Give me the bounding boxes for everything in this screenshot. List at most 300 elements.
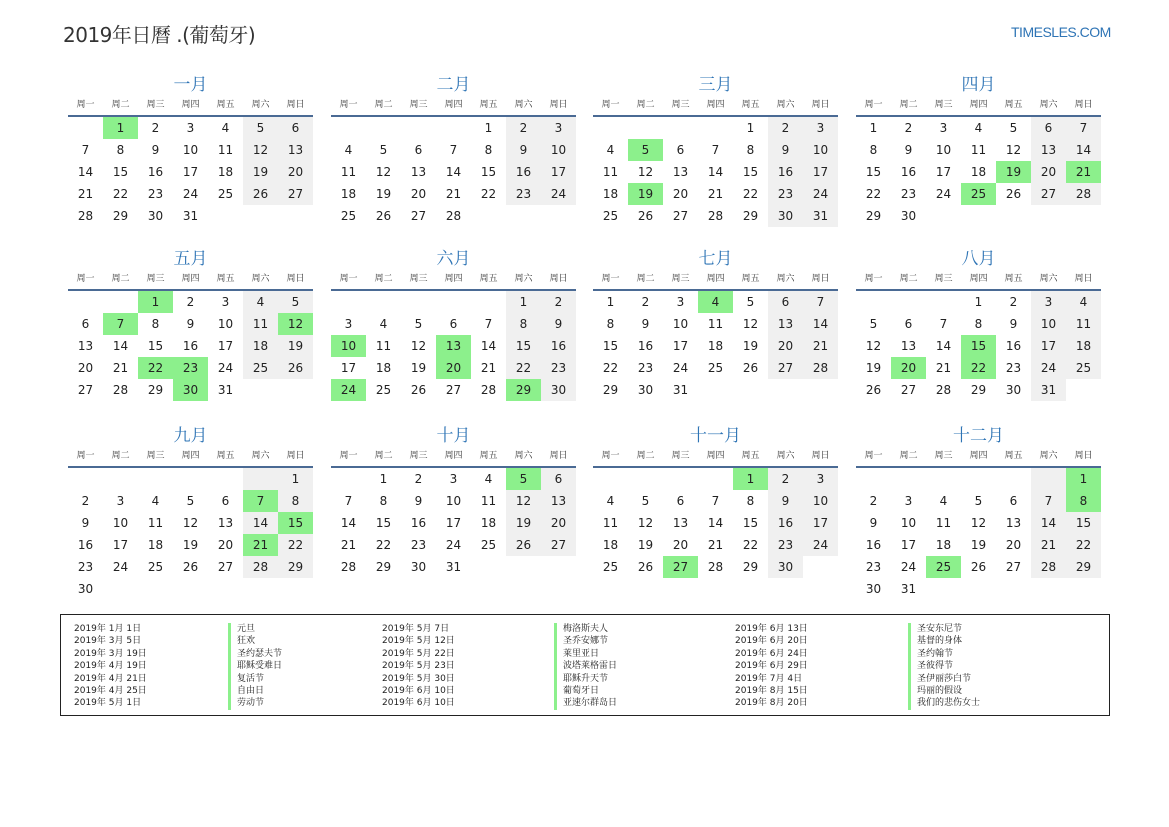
weekday-label: 周五 <box>216 274 235 284</box>
day-cell: 3 <box>803 468 838 490</box>
day-cell: 12 <box>865 339 882 353</box>
day-cell: 17 <box>182 165 199 179</box>
day-cell: 2 <box>506 117 541 139</box>
day-cell: 28 <box>803 357 838 379</box>
day-cell: 29 <box>865 209 882 223</box>
day-cell: 3 <box>1031 291 1066 313</box>
empty-cell <box>138 468 173 490</box>
day-cell: 25 <box>340 209 357 223</box>
weekday-label: 周四 <box>706 451 725 461</box>
day-cell: 15 <box>742 165 759 179</box>
day-cell: 28 <box>707 560 724 574</box>
day-cell: 12 <box>970 516 987 530</box>
legend-names-column <box>554 623 617 710</box>
weekday-label: 周五 <box>1004 100 1023 110</box>
day-cell: 22 <box>602 361 619 375</box>
day-cell: 7 <box>939 317 948 331</box>
weekday-label: 周六 <box>776 451 795 461</box>
day-cell: 20 <box>77 361 94 375</box>
month-block <box>856 424 1101 600</box>
holiday-day-cell: 25 <box>961 183 996 205</box>
day-grid <box>593 117 838 227</box>
weekday-label: 周日 <box>811 100 830 110</box>
weekday-label: 周日 <box>811 274 830 284</box>
day-cell: 9 <box>904 143 913 157</box>
day-cell: 29 <box>375 560 392 574</box>
day-cell: 22 <box>742 187 759 201</box>
weekday-label: 周四 <box>969 274 988 284</box>
legend-date: 2019年 5月 30日 <box>382 673 455 684</box>
day-cell: 6 <box>541 468 576 490</box>
weekday-label: 周四 <box>444 100 463 110</box>
day-cell: 21 <box>112 361 129 375</box>
day-cell: 7 <box>1031 490 1066 512</box>
day-cell: 3 <box>344 317 353 331</box>
day-cell: 26 <box>182 560 199 574</box>
day-cell: 27 <box>1005 560 1022 574</box>
day-grid <box>593 291 838 401</box>
day-cell: 25 <box>602 209 619 223</box>
day-cell: 24 <box>541 183 576 205</box>
day-cell: 24 <box>935 187 952 201</box>
month-name: 十月 <box>436 426 471 446</box>
day-cell: 19 <box>375 187 392 201</box>
month-name: 五月 <box>173 249 208 269</box>
day-cell: 11 <box>147 516 164 530</box>
weekday-label: 周二 <box>374 274 393 284</box>
day-cell: 2 <box>904 121 913 135</box>
month-name: 九月 <box>173 426 208 446</box>
weekday-label: 周五 <box>741 274 760 284</box>
legend-date: 2019年 6月 10日 <box>382 698 455 709</box>
day-cell: 7 <box>81 143 90 157</box>
day-cell: 17 <box>445 516 462 530</box>
day-cell: 11 <box>707 317 724 331</box>
day-cell: 10 <box>112 516 129 530</box>
day-cell: 10 <box>672 317 689 331</box>
day-cell: 12 <box>375 165 392 179</box>
day-cell: 18 <box>602 538 619 552</box>
day-cell: 16 <box>900 165 917 179</box>
day-cell: 24 <box>182 187 199 201</box>
legend-names-column <box>908 623 980 710</box>
day-cell: 19 <box>865 361 882 375</box>
day-cell: 29 <box>970 383 987 397</box>
day-cell: 26 <box>1005 187 1022 201</box>
day-cell: 8 <box>746 494 755 508</box>
month-name: 七月 <box>698 249 733 269</box>
day-cell: 27 <box>217 560 234 574</box>
day-cell: 19 <box>970 538 987 552</box>
day-cell: 30 <box>768 205 803 227</box>
holiday-day-cell: 19 <box>996 161 1031 183</box>
day-cell: 21 <box>340 538 357 552</box>
empty-cell <box>401 291 436 313</box>
legend-dates-column <box>74 623 147 710</box>
day-cell: 5 <box>243 117 278 139</box>
day-cell: 30 <box>410 560 427 574</box>
day-cell: 18 <box>340 187 357 201</box>
day-cell: 26 <box>742 361 759 375</box>
weekday-label: 周六 <box>1039 100 1058 110</box>
holiday-day-cell: 1 <box>733 468 768 490</box>
day-cell: 10 <box>900 516 917 530</box>
day-cell: 24 <box>900 560 917 574</box>
day-cell: 5 <box>379 143 388 157</box>
holiday-day-cell: 1 <box>138 291 173 313</box>
day-cell: 13 <box>1031 139 1066 161</box>
month-name: 八月 <box>961 249 996 269</box>
day-cell: 26 <box>243 183 278 205</box>
day-cell: 13 <box>77 339 94 353</box>
day-cell: 12 <box>410 339 427 353</box>
weekday-label: 周一 <box>601 274 620 284</box>
day-cell: 29 <box>742 209 759 223</box>
weekday-header <box>856 271 1101 291</box>
empty-cell <box>68 117 103 139</box>
day-cell: 27 <box>278 183 313 205</box>
day-cell: 2 <box>541 291 576 313</box>
month-block <box>856 73 1101 227</box>
day-cell: 11 <box>602 516 619 530</box>
empty-cell <box>891 291 926 313</box>
day-cell: 28 <box>340 560 357 574</box>
weekday-label: 周五 <box>479 451 498 461</box>
day-cell: 3 <box>186 121 195 135</box>
day-cell: 16 <box>768 161 803 183</box>
holiday-day-cell: 1 <box>103 117 138 139</box>
legend-holiday-name: 玛丽的假设 <box>908 685 980 697</box>
weekday-label: 周二 <box>111 274 130 284</box>
day-cell: 15 <box>147 339 164 353</box>
day-cell: 9 <box>869 516 878 530</box>
day-cell: 15 <box>112 165 129 179</box>
month-name: 三月 <box>698 75 733 95</box>
holiday-day-cell: 20 <box>436 357 471 379</box>
day-cell: 17 <box>1031 335 1066 357</box>
day-cell: 20 <box>1005 538 1022 552</box>
weekday-label: 周二 <box>374 451 393 461</box>
day-cell: 4 <box>379 317 388 331</box>
day-cell: 5 <box>414 317 423 331</box>
day-cell: 1 <box>506 291 541 313</box>
legend-date: 2019年 7月 4日 <box>735 673 803 684</box>
day-cell: 9 <box>186 317 195 331</box>
weekday-label: 周五 <box>479 100 498 110</box>
weekday-label: 周日 <box>549 100 568 110</box>
holiday-day-cell: 20 <box>891 357 926 379</box>
day-cell: 26 <box>970 560 987 574</box>
legend-holiday-name: 劳动节 <box>228 697 282 709</box>
holiday-day-cell: 30 <box>173 379 208 401</box>
legend-holiday-name: 圣约瑟夫节 <box>228 648 282 660</box>
month-block <box>331 247 576 401</box>
day-cell: 20 <box>410 187 427 201</box>
empty-cell <box>926 468 961 490</box>
legend-holiday-name: 亚速尔群岛日 <box>554 697 617 709</box>
holiday-day-cell: 1 <box>1066 468 1101 490</box>
day-cell: 8 <box>278 490 313 512</box>
day-cell: 16 <box>506 161 541 183</box>
legend-holiday-name: 梅洛斯夫人 <box>554 623 617 635</box>
day-grid <box>856 291 1101 401</box>
day-cell: 11 <box>935 516 952 530</box>
weekday-header <box>593 448 838 468</box>
day-cell: 23 <box>541 357 576 379</box>
empty-cell <box>628 117 663 139</box>
day-cell: 23 <box>506 183 541 205</box>
weekday-label: 周一 <box>601 100 620 110</box>
weekday-label: 周一 <box>864 100 883 110</box>
legend-date: 2019年 5月 1日 <box>74 698 142 709</box>
day-cell: 30 <box>900 209 917 223</box>
day-cell: 16 <box>637 339 654 353</box>
holiday-day-cell: 15 <box>961 335 996 357</box>
empty-cell <box>401 117 436 139</box>
weekday-header <box>856 97 1101 117</box>
day-cell: 25 <box>147 560 164 574</box>
day-cell: 10 <box>217 317 234 331</box>
day-cell: 5 <box>1009 121 1018 135</box>
day-cell: 18 <box>1066 335 1101 357</box>
empty-cell <box>663 468 698 490</box>
holiday-day-cell: 27 <box>663 556 698 578</box>
weekday-label: 周日 <box>549 274 568 284</box>
weekday-label: 周六 <box>514 274 533 284</box>
day-cell: 27 <box>672 209 689 223</box>
day-cell: 4 <box>221 121 230 135</box>
day-cell: 21 <box>935 361 952 375</box>
day-cell: 20 <box>278 161 313 183</box>
empty-cell <box>926 291 961 313</box>
day-cell: 12 <box>243 139 278 161</box>
day-cell: 29 <box>1066 556 1101 578</box>
day-cell: 12 <box>742 317 759 331</box>
legend-date: 2019年 5月 22日 <box>382 648 455 659</box>
day-cell: 21 <box>707 538 724 552</box>
day-cell: 23 <box>768 183 803 205</box>
day-cell: 25 <box>480 538 497 552</box>
day-cell: 2 <box>641 295 650 309</box>
weekday-label: 周三 <box>146 274 165 284</box>
legend-holiday-name: 圣伊丽莎白节 <box>908 673 980 685</box>
weekday-label: 周三 <box>934 451 953 461</box>
empty-cell <box>68 291 103 313</box>
empty-cell <box>331 291 366 313</box>
day-cell: 31 <box>900 582 917 596</box>
day-cell: 18 <box>707 339 724 353</box>
legend-holiday-name: 狂欢 <box>228 635 282 647</box>
day-cell: 28 <box>1031 556 1066 578</box>
day-cell: 13 <box>672 516 689 530</box>
weekday-header <box>593 97 838 117</box>
weekday-label: 周一 <box>76 451 95 461</box>
day-cell: 25 <box>707 361 724 375</box>
legend-holiday-name: 自由日 <box>228 685 282 697</box>
weekday-label: 周日 <box>286 100 305 110</box>
day-cell: 22 <box>742 538 759 552</box>
day-cell: 17 <box>803 512 838 534</box>
day-cell: 10 <box>935 143 952 157</box>
weekday-label: 周三 <box>409 100 428 110</box>
day-cell: 21 <box>803 335 838 357</box>
weekday-label: 周三 <box>934 274 953 284</box>
weekday-label: 周二 <box>111 100 130 110</box>
empty-cell <box>1031 468 1066 490</box>
weekday-header <box>68 448 313 468</box>
day-cell: 9 <box>81 516 90 530</box>
empty-cell <box>471 291 506 313</box>
day-cell: 20 <box>768 335 803 357</box>
day-cell: 6 <box>414 143 423 157</box>
holiday-day-cell: 7 <box>103 313 138 335</box>
day-cell: 10 <box>803 490 838 512</box>
weekday-label: 周五 <box>216 451 235 461</box>
day-cell: 19 <box>278 335 313 357</box>
day-cell: 26 <box>637 560 654 574</box>
day-cell: 14 <box>445 165 462 179</box>
day-cell: 7 <box>449 143 458 157</box>
day-cell: 10 <box>182 143 199 157</box>
day-grid <box>856 117 1101 227</box>
legend-date: 2019年 6月 29日 <box>735 661 808 672</box>
day-cell: 14 <box>1066 139 1101 161</box>
weekday-header <box>593 271 838 291</box>
day-cell: 7 <box>711 143 720 157</box>
legend-names-column <box>228 623 282 710</box>
day-grid <box>331 468 576 578</box>
day-cell: 8 <box>606 317 615 331</box>
day-cell: 6 <box>676 143 685 157</box>
day-cell: 11 <box>340 165 357 179</box>
weekday-label: 周五 <box>1004 274 1023 284</box>
day-cell: 5 <box>869 317 878 331</box>
day-cell: 4 <box>606 143 615 157</box>
empty-cell <box>208 468 243 490</box>
day-cell: 6 <box>676 494 685 508</box>
legend-date: 2019年 1月 1日 <box>74 624 142 634</box>
day-cell: 13 <box>1005 516 1022 530</box>
holiday-legend <box>60 614 1110 716</box>
day-cell: 13 <box>541 490 576 512</box>
empty-cell <box>698 468 733 490</box>
day-cell: 6 <box>1031 117 1066 139</box>
empty-cell <box>436 291 471 313</box>
legend-date: 2019年 4月 19日 <box>74 661 147 672</box>
weekday-label: 周四 <box>181 274 200 284</box>
month-name: 一月 <box>173 75 208 95</box>
day-cell: 19 <box>182 538 199 552</box>
day-cell: 25 <box>602 560 619 574</box>
legend-date: 2019年 4月 21日 <box>74 673 147 684</box>
weekday-label: 周四 <box>969 451 988 461</box>
day-cell: 15 <box>865 165 882 179</box>
day-cell: 26 <box>865 383 882 397</box>
day-cell: 15 <box>1066 512 1101 534</box>
day-cell: 31 <box>217 383 234 397</box>
weekday-label: 周四 <box>969 100 988 110</box>
day-cell: 6 <box>768 291 803 313</box>
weekday-label: 周三 <box>671 451 690 461</box>
weekday-label: 周六 <box>1039 451 1058 461</box>
day-cell: 11 <box>375 339 392 353</box>
day-cell: 18 <box>480 516 497 530</box>
weekday-header <box>331 97 576 117</box>
day-cell: 29 <box>742 560 759 574</box>
day-cell: 24 <box>445 538 462 552</box>
day-cell: 23 <box>637 361 654 375</box>
day-cell: 2 <box>869 494 878 508</box>
day-cell: 18 <box>243 335 278 357</box>
day-cell: 2 <box>186 295 195 309</box>
day-cell: 27 <box>541 534 576 556</box>
weekday-label: 周四 <box>706 100 725 110</box>
weekday-label: 周日 <box>286 451 305 461</box>
weekday-label: 周五 <box>741 451 760 461</box>
empty-cell <box>856 291 891 313</box>
day-cell: 1 <box>484 121 493 135</box>
holiday-day-cell: 23 <box>173 357 208 379</box>
legend-date: 2019年 6月 24日 <box>735 648 808 659</box>
day-cell: 20 <box>541 512 576 534</box>
day-cell: 11 <box>217 143 234 157</box>
holiday-day-cell: 12 <box>278 313 313 335</box>
day-cell: 16 <box>77 538 94 552</box>
brand-link[interactable]: TIMESLES.COM <box>1011 24 1111 40</box>
day-cell: 28 <box>112 383 129 397</box>
weekday-label: 周四 <box>444 274 463 284</box>
weekday-label: 周日 <box>811 451 830 461</box>
legend-holiday-name: 波塔莱格雷日 <box>554 660 617 672</box>
legend-date: 2019年 6月 13日 <box>735 624 808 634</box>
legend-holiday-name: 圣彼得节 <box>908 660 980 672</box>
day-cell: 7 <box>484 317 493 331</box>
holiday-day-cell: 8 <box>1066 490 1101 512</box>
weekday-header <box>331 448 576 468</box>
weekday-label: 周六 <box>251 100 270 110</box>
day-cell: 1 <box>606 295 615 309</box>
day-cell: 9 <box>641 317 650 331</box>
day-grid <box>68 117 313 227</box>
day-cell: 9 <box>1009 317 1018 331</box>
weekday-label: 周一 <box>339 274 358 284</box>
day-cell: 31 <box>445 560 462 574</box>
day-cell: 22 <box>278 534 313 556</box>
day-cell: 22 <box>112 187 129 201</box>
day-cell: 27 <box>900 383 917 397</box>
day-cell: 16 <box>410 516 427 530</box>
month-block <box>593 247 838 401</box>
empty-cell <box>366 117 401 139</box>
day-cell: 7 <box>803 291 838 313</box>
legend-date: 2019年 5月 7日 <box>382 624 450 634</box>
empty-cell <box>996 468 1031 490</box>
day-cell: 26 <box>506 534 541 556</box>
day-cell: 31 <box>182 209 199 223</box>
empty-cell <box>103 468 138 490</box>
weekday-label: 周三 <box>146 100 165 110</box>
day-grid <box>68 291 313 401</box>
day-cell: 27 <box>1031 183 1066 205</box>
day-cell: 28 <box>935 383 952 397</box>
day-cell: 30 <box>147 209 164 223</box>
day-cell: 20 <box>672 187 689 201</box>
day-cell: 9 <box>768 490 803 512</box>
day-cell: 18 <box>970 165 987 179</box>
holiday-day-cell: 13 <box>436 335 471 357</box>
day-cell: 27 <box>768 357 803 379</box>
day-cell: 19 <box>506 512 541 534</box>
